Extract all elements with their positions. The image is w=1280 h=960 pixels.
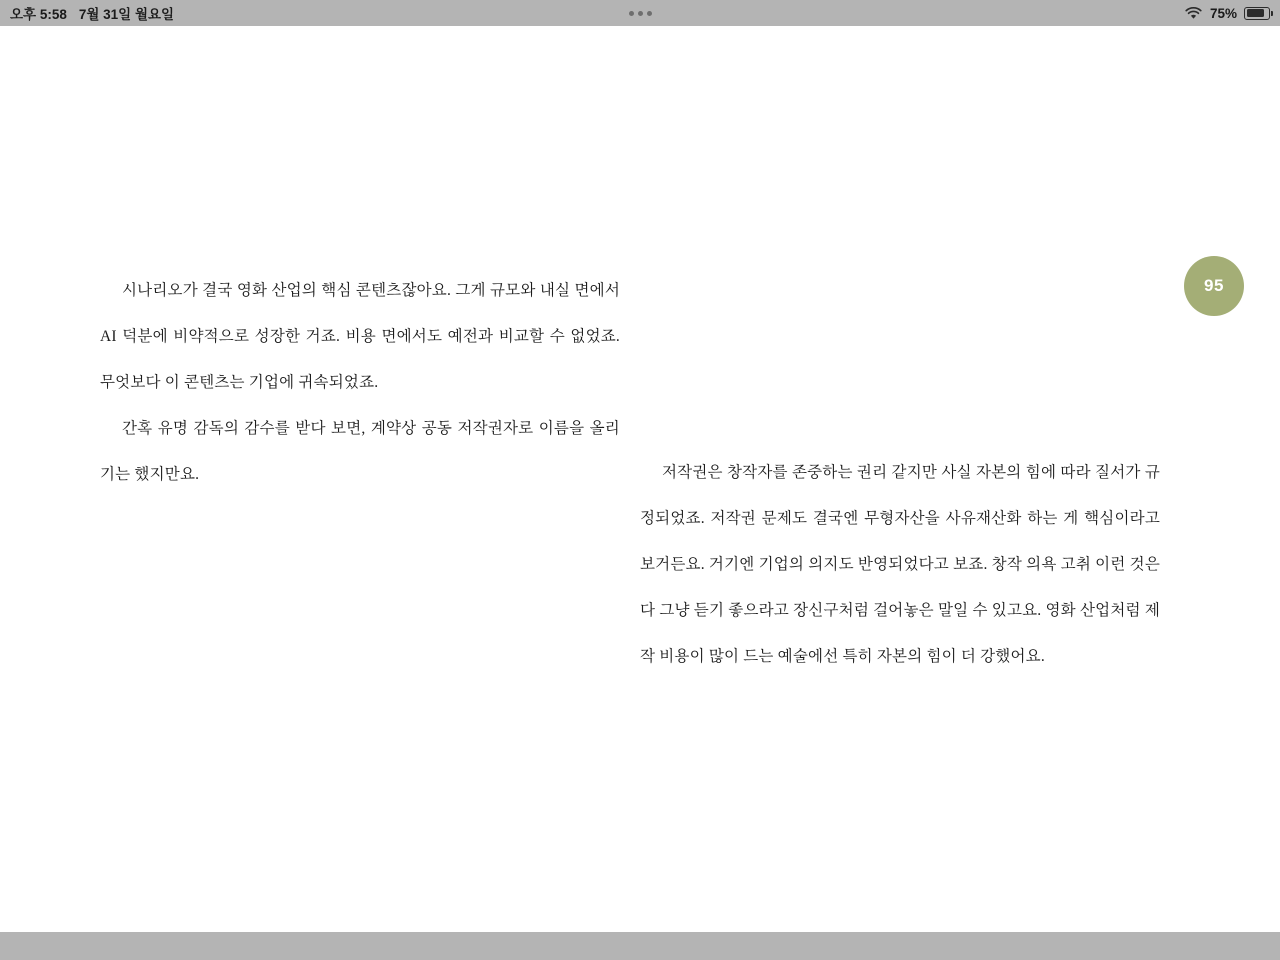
paragraph: 저작권은 창작자를 존중하는 권리 같지만 사실 자본의 힘에 따라 질서가 규정되었죠. 저작권 문제도 결국엔 무형자산을 사유재산화 하는 게 핵심이라고 보거든요. 거기엔 기업의 의지도 반영되었다고 보죠. 창작 의욕 고취 이런 것은 다 그냥 듣기 좋으라고 장신구처럼 걸어놓은 말일 수 있고요. 영화 산업처럼 제작 비용이 많이 드는 예술에선 특히 자본의 힘이 더 강했어요. xyxy=(640,464,1160,665)
page-number-badge[interactable]: 95 xyxy=(1184,256,1244,316)
three-dots-icon xyxy=(629,11,652,16)
right-column xyxy=(640,450,1160,680)
status-bar-left xyxy=(0,3,174,23)
reader-page[interactable] xyxy=(0,26,1280,932)
paragraph: 시나리오가 결국 영화 산업의 핵심 콘텐츠잖아요. 그게 규모와 내실 면에서 AI 덕분에 비약적으로 성장한 거죠. 비용 면에서도 예전과 비교할 수 없었죠. 무엇보다 이 콘텐츠는 기업에 귀속되었죠. xyxy=(100,282,620,391)
battery-fill xyxy=(1247,9,1264,17)
status-bar-time: 오후 5:58 xyxy=(10,7,67,22)
battery-icon xyxy=(1244,7,1270,20)
battery-percent-label: 75% xyxy=(1209,5,1237,21)
paragraph: 간혹 유명 감독의 감수를 받다 보면, 계약상 공동 저작권자로 이름을 올리기는 했지만요. xyxy=(100,420,620,483)
status-bar-date: 7월 31일 월요일 xyxy=(78,7,175,22)
status-bar-right xyxy=(1184,0,1270,26)
status-bar xyxy=(0,0,1280,26)
wifi-icon xyxy=(1184,6,1203,20)
bottom-bar xyxy=(0,932,1280,960)
left-column xyxy=(100,268,620,498)
status-bar-center xyxy=(0,0,1280,26)
